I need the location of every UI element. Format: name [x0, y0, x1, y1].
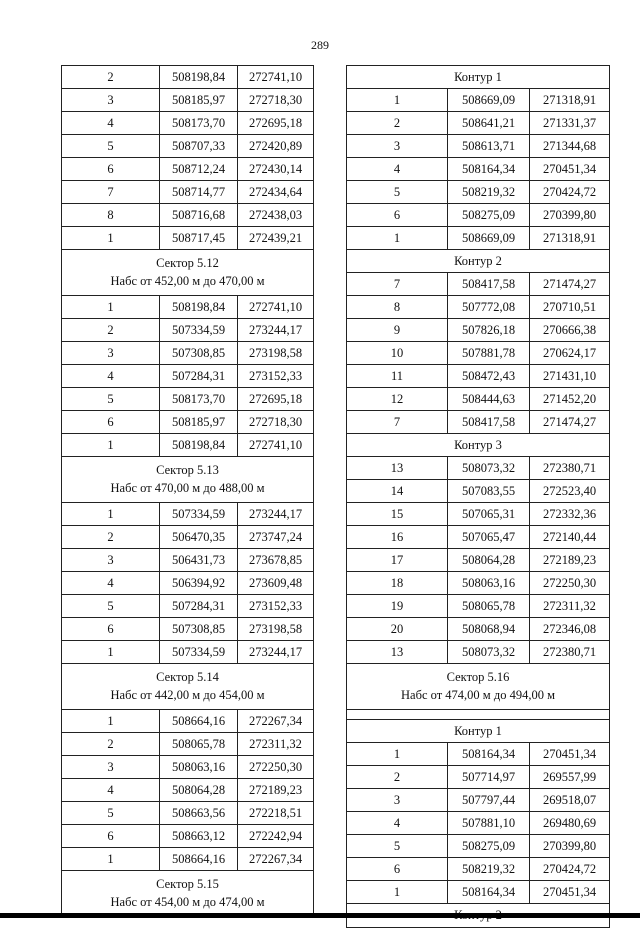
x-coordinate-cell: 508663,12	[159, 825, 237, 847]
table-row	[62, 733, 313, 756]
point-number-cell: 1	[107, 714, 114, 728]
x-coordinate-cell: 508064,28	[447, 549, 529, 571]
x-coordinate-cell: 508712,24	[159, 158, 237, 180]
y-coordinate-cell: 273198,58	[237, 342, 313, 364]
table-row	[347, 503, 609, 526]
y-coordinate-cell: 270710,51	[529, 296, 609, 318]
table-row	[347, 365, 609, 388]
table-row	[347, 766, 609, 789]
table-row	[62, 595, 313, 618]
y-coordinate-cell: 270666,38	[529, 319, 609, 341]
table-row	[347, 480, 609, 503]
x-coordinate-cell: 507083,55	[447, 480, 529, 502]
x-coordinate-cell: 508663,56	[159, 802, 237, 824]
point-number-cell: 1	[107, 438, 114, 452]
point-number-cell: 6	[107, 622, 114, 636]
y-coordinate-cell: 273678,85	[237, 549, 313, 571]
y-coordinate-cell: 272741,10	[237, 296, 313, 318]
x-coordinate-cell: 508613,71	[447, 135, 529, 157]
point-number-cell: 2	[393, 116, 401, 130]
point-number-cell: 3	[107, 760, 114, 774]
x-coordinate-cell: 507797,44	[447, 789, 529, 811]
x-coordinate-cell: 508717,45	[159, 227, 237, 249]
table-row	[347, 526, 609, 549]
point-number-cell: 1	[393, 231, 401, 245]
table-row	[347, 858, 609, 881]
y-coordinate-cell: 272250,30	[237, 756, 313, 778]
table-row	[62, 434, 313, 457]
table-row	[62, 549, 313, 572]
x-coordinate-cell: 508707,33	[159, 135, 237, 157]
y-coordinate-cell: 272311,32	[237, 733, 313, 755]
table-row	[62, 526, 313, 549]
point-number-cell: 15	[390, 507, 404, 521]
point-number-cell: 5	[107, 139, 114, 153]
x-coordinate-cell: 508185,97	[159, 411, 237, 433]
y-coordinate-cell: 273152,33	[237, 365, 313, 387]
table-row	[62, 135, 313, 158]
point-number-cell: 12	[390, 392, 404, 406]
x-coordinate-cell: 508068,94	[447, 618, 529, 640]
point-number-cell: 20	[390, 622, 404, 636]
point-number-cell: 6	[393, 862, 401, 876]
point-number-cell: 4	[107, 576, 114, 590]
sector-elevation-range: Набс от 452,00 м до 470,00 м	[110, 274, 265, 288]
x-coordinate-cell: 508063,16	[447, 572, 529, 594]
y-coordinate-cell: 273609,48	[237, 572, 313, 594]
x-coordinate-cell: 508669,09	[447, 227, 529, 249]
point-number-cell: 3	[107, 553, 114, 567]
y-coordinate-cell: 272420,89	[237, 135, 313, 157]
x-coordinate-cell: 508716,68	[159, 204, 237, 226]
sector-header	[62, 871, 313, 917]
x-coordinate-cell: 507334,59	[159, 503, 237, 525]
point-number-cell: 1	[393, 747, 401, 761]
y-coordinate-cell: 271452,20	[529, 388, 609, 410]
y-coordinate-cell: 273244,17	[237, 503, 313, 525]
point-number-cell: 8	[393, 300, 401, 314]
table-row	[347, 89, 609, 112]
section-gap	[347, 710, 609, 720]
table-row	[62, 710, 313, 733]
point-number-cell: 6	[393, 208, 401, 222]
y-coordinate-cell: 272695,18	[237, 112, 313, 134]
contour-header: Контур 1	[347, 66, 609, 89]
table-row	[62, 388, 313, 411]
point-number-cell: 1	[107, 300, 114, 314]
table-row	[62, 365, 313, 388]
table-row	[347, 158, 609, 181]
y-coordinate-cell: 273152,33	[237, 595, 313, 617]
y-coordinate-cell: 272218,51	[237, 802, 313, 824]
y-coordinate-cell: 272332,36	[529, 503, 609, 525]
x-coordinate-cell: 507826,18	[447, 319, 529, 341]
table-row	[347, 743, 609, 766]
x-coordinate-cell: 507881,78	[447, 342, 529, 364]
point-number-cell: 13	[390, 461, 404, 475]
y-coordinate-cell: 272189,23	[529, 549, 609, 571]
x-coordinate-cell: 508641,21	[447, 112, 529, 134]
table-row	[62, 204, 313, 227]
point-number-cell: 3	[107, 346, 114, 360]
y-coordinate-cell: 270624,17	[529, 342, 609, 364]
x-coordinate-cell: 508664,16	[159, 848, 237, 870]
point-number-cell: 2	[107, 737, 114, 751]
contour-header: Контур 1	[347, 720, 609, 743]
x-coordinate-cell: 507065,47	[447, 526, 529, 548]
table-row	[347, 789, 609, 812]
y-coordinate-cell: 270451,34	[529, 158, 609, 180]
table-row	[62, 158, 313, 181]
y-coordinate-cell: 272140,44	[529, 526, 609, 548]
table-row	[62, 825, 313, 848]
bottom-scan-edge	[0, 913, 640, 918]
y-coordinate-cell: 270451,34	[529, 881, 609, 903]
point-number-cell: 7	[393, 277, 401, 291]
table-row	[62, 342, 313, 365]
table-row	[62, 848, 313, 871]
table-row	[62, 181, 313, 204]
y-coordinate-cell: 270424,72	[529, 858, 609, 880]
x-coordinate-cell: 508417,58	[447, 273, 529, 295]
y-coordinate-cell: 270399,80	[529, 835, 609, 857]
table-row	[347, 835, 609, 858]
point-number-cell: 7	[393, 415, 401, 429]
y-coordinate-cell: 272250,30	[529, 572, 609, 594]
table-row	[347, 457, 609, 480]
sector-title: Сектор 5.15	[156, 877, 219, 891]
y-coordinate-cell: 270424,72	[529, 181, 609, 203]
table-row	[347, 112, 609, 135]
table-row	[347, 296, 609, 319]
y-coordinate-cell: 272439,21	[237, 227, 313, 249]
point-number-cell: 16	[390, 530, 404, 544]
table-row	[347, 812, 609, 835]
contour-header: Контур 3	[347, 434, 609, 457]
point-number-cell: 3	[393, 793, 401, 807]
point-number-cell: 5	[107, 806, 114, 820]
point-number-cell: 1	[107, 645, 114, 659]
x-coordinate-cell: 508669,09	[447, 89, 529, 111]
x-coordinate-cell: 507308,85	[159, 618, 237, 640]
point-number-cell: 5	[107, 599, 114, 613]
x-coordinate-cell: 507772,08	[447, 296, 529, 318]
table-row	[347, 641, 609, 664]
table-row	[347, 319, 609, 342]
y-coordinate-cell: 271474,27	[529, 273, 609, 295]
y-coordinate-cell: 272380,71	[529, 641, 609, 663]
x-coordinate-cell: 508173,70	[159, 388, 237, 410]
sector-header	[347, 664, 609, 710]
table-row	[62, 112, 313, 135]
y-coordinate-cell: 271344,68	[529, 135, 609, 157]
table-row	[347, 227, 609, 250]
x-coordinate-cell: 506394,92	[159, 572, 237, 594]
table-row	[347, 273, 609, 296]
x-coordinate-cell: 508065,78	[447, 595, 529, 617]
x-coordinate-cell: 508073,32	[447, 457, 529, 479]
point-number-cell: 4	[107, 783, 114, 797]
x-coordinate-cell: 507065,31	[447, 503, 529, 525]
page-number: 289	[311, 38, 329, 52]
y-coordinate-cell: 271431,10	[529, 365, 609, 387]
y-coordinate-cell: 271318,91	[529, 227, 609, 249]
point-number-cell: 18	[390, 576, 404, 590]
point-number-cell: 4	[393, 816, 401, 830]
table-row	[62, 618, 313, 641]
x-coordinate-cell: 507334,59	[159, 641, 237, 663]
x-coordinate-cell: 508164,34	[447, 743, 529, 765]
sector-title: Сектор 5.14	[156, 670, 219, 684]
x-coordinate-cell: 508472,43	[447, 365, 529, 387]
x-coordinate-cell: 506470,35	[159, 526, 237, 548]
point-number-cell: 10	[390, 346, 404, 360]
y-coordinate-cell: 272311,32	[529, 595, 609, 617]
y-coordinate-cell: 273747,24	[237, 526, 313, 548]
y-coordinate-cell: 273244,17	[237, 641, 313, 663]
point-number-cell: 13	[390, 645, 404, 659]
x-coordinate-cell: 508164,34	[447, 881, 529, 903]
sector-title: Сектор 5.12	[156, 256, 219, 270]
point-number-cell: 1	[107, 507, 114, 521]
y-coordinate-cell: 271331,37	[529, 112, 609, 134]
x-coordinate-cell: 508275,09	[447, 835, 529, 857]
x-coordinate-cell: 508198,84	[159, 296, 237, 318]
sector-header	[62, 664, 313, 710]
point-number-cell: 5	[393, 185, 401, 199]
y-coordinate-cell: 272346,08	[529, 618, 609, 640]
y-coordinate-cell: 271474,27	[529, 411, 609, 433]
sector-header	[62, 250, 313, 296]
table-row	[62, 227, 313, 250]
y-coordinate-cell: 270399,80	[529, 204, 609, 226]
table-row	[62, 802, 313, 825]
table-row	[347, 595, 609, 618]
y-coordinate-cell: 269518,07	[529, 789, 609, 811]
x-coordinate-cell: 507284,31	[159, 365, 237, 387]
y-coordinate-cell: 272242,94	[237, 825, 313, 847]
point-number-cell: 3	[393, 139, 401, 153]
point-number-cell: 4	[107, 369, 114, 383]
point-number-cell: 14	[390, 484, 404, 498]
point-number-cell: 5	[393, 839, 401, 853]
table-row	[62, 503, 313, 526]
y-coordinate-cell: 272718,30	[237, 411, 313, 433]
y-coordinate-cell: 272438,03	[237, 204, 313, 226]
x-coordinate-cell: 508198,84	[159, 434, 237, 456]
y-coordinate-cell: 272718,30	[237, 89, 313, 111]
y-coordinate-cell: 270451,34	[529, 743, 609, 765]
table-row	[62, 89, 313, 112]
y-coordinate-cell: 272741,10	[237, 434, 313, 456]
point-number-cell: 2	[107, 530, 114, 544]
y-coordinate-cell: 272695,18	[237, 388, 313, 410]
x-coordinate-cell: 507284,31	[159, 595, 237, 617]
point-number-cell: 1	[107, 852, 114, 866]
table-row	[347, 204, 609, 227]
y-coordinate-cell: 272267,34	[237, 710, 313, 732]
sector-elevation-range: Набс от 454,00 м до 474,00 м	[110, 895, 265, 909]
point-number-cell: 17	[390, 553, 404, 567]
x-coordinate-cell: 508198,84	[159, 66, 237, 88]
y-coordinate-cell: 273198,58	[237, 618, 313, 640]
y-coordinate-cell: 273244,17	[237, 319, 313, 341]
table-row	[347, 549, 609, 572]
y-coordinate-cell: 272434,64	[237, 181, 313, 203]
x-coordinate-cell: 507334,59	[159, 319, 237, 341]
y-coordinate-cell: 272741,10	[237, 66, 313, 88]
y-coordinate-cell: 269557,99	[529, 766, 609, 788]
x-coordinate-cell: 507308,85	[159, 342, 237, 364]
x-coordinate-cell: 507881,10	[447, 812, 529, 834]
x-coordinate-cell: 507714,97	[447, 766, 529, 788]
point-number-cell: 1	[107, 231, 114, 245]
table-row	[62, 319, 313, 342]
point-number-cell: 2	[107, 70, 114, 84]
y-coordinate-cell: 271318,91	[529, 89, 609, 111]
table-row	[347, 881, 609, 904]
x-coordinate-cell: 508064,28	[159, 779, 237, 801]
point-number-cell: 7	[107, 185, 114, 199]
x-coordinate-cell: 508063,16	[159, 756, 237, 778]
x-coordinate-cell: 508275,09	[447, 204, 529, 226]
table-row	[62, 779, 313, 802]
point-number-cell: 11	[390, 369, 404, 383]
x-coordinate-cell: 508219,32	[447, 181, 529, 203]
point-number-cell: 2	[393, 770, 401, 784]
coordinates-table-right	[346, 65, 610, 928]
x-coordinate-cell: 508073,32	[447, 641, 529, 663]
y-coordinate-cell: 269480,69	[529, 812, 609, 834]
table-row	[62, 66, 313, 89]
point-number-cell: 3	[107, 93, 114, 107]
table-row	[62, 572, 313, 595]
x-coordinate-cell: 508714,77	[159, 181, 237, 203]
point-number-cell: 6	[107, 829, 114, 843]
sector-header	[62, 457, 313, 503]
table-row	[347, 135, 609, 158]
x-coordinate-cell: 508164,34	[447, 158, 529, 180]
point-number-cell: 2	[107, 323, 114, 337]
sector-elevation-range: Набс от 470,00 м до 488,00 м	[110, 481, 265, 495]
x-coordinate-cell: 508065,78	[159, 733, 237, 755]
table-row	[62, 411, 313, 434]
x-coordinate-cell: 508417,58	[447, 411, 529, 433]
point-number-cell: 4	[107, 116, 114, 130]
x-coordinate-cell: 506431,73	[159, 549, 237, 571]
table-row	[347, 342, 609, 365]
coordinates-table-left	[61, 65, 314, 918]
table-row	[62, 641, 313, 664]
point-number-cell: 1	[393, 885, 401, 899]
table-row	[347, 618, 609, 641]
x-coordinate-cell: 508664,16	[159, 710, 237, 732]
point-number-cell: 8	[107, 208, 114, 222]
sector-title: Сектор 5.16	[446, 670, 510, 684]
point-number-cell: 5	[107, 392, 114, 406]
y-coordinate-cell: 272523,40	[529, 480, 609, 502]
point-number-cell: 6	[107, 162, 114, 176]
sector-title: Сектор 5.13	[156, 463, 219, 477]
point-number-cell: 9	[393, 323, 401, 337]
sector-elevation-range: Набс от 474,00 м до 494,00 м	[401, 688, 555, 702]
x-coordinate-cell: 508185,97	[159, 89, 237, 111]
x-coordinate-cell: 508444,63	[447, 388, 529, 410]
table-row	[347, 388, 609, 411]
y-coordinate-cell: 272267,34	[237, 848, 313, 870]
y-coordinate-cell: 272189,23	[237, 779, 313, 801]
point-number-cell: 6	[107, 415, 114, 429]
point-number-cell: 19	[390, 599, 404, 613]
table-row	[347, 181, 609, 204]
table-row	[347, 411, 609, 434]
y-coordinate-cell: 272380,71	[529, 457, 609, 479]
contour-header: Контур 2	[347, 250, 609, 273]
table-row	[347, 572, 609, 595]
table-row	[62, 296, 313, 319]
x-coordinate-cell: 508173,70	[159, 112, 237, 134]
y-coordinate-cell: 272430,14	[237, 158, 313, 180]
point-number-cell: 4	[393, 162, 401, 176]
sector-elevation-range: Набс от 442,00 м до 454,00 м	[110, 688, 265, 702]
x-coordinate-cell: 508219,32	[447, 858, 529, 880]
point-number-cell: 1	[393, 93, 401, 107]
table-row	[62, 756, 313, 779]
